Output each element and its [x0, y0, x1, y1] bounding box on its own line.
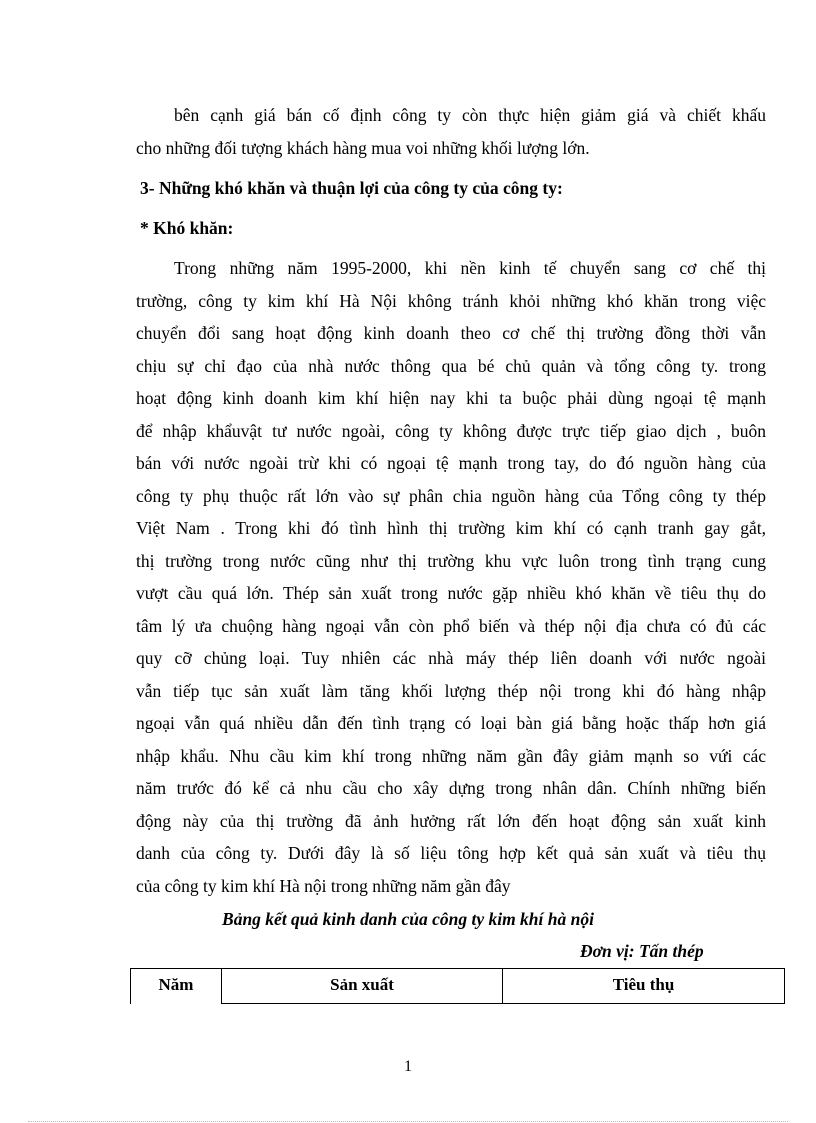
paragraph-difficulties: [136, 252, 766, 902]
page-number: 1: [404, 1058, 412, 1075]
text-line: Trong những năm 1995-2000, khi nền kinh tế chuyển sang cơ chế thị: [174, 258, 766, 278]
text-line: danh của công ty. Dưới đây là số liệu tông hợp kết quả sản xuất và tiêu thụ: [136, 843, 766, 863]
text-line: bán với nước ngoài trừ khi có ngoại tệ mạnh trong tay, do đó nguồn hàng của: [136, 453, 766, 473]
text-line: bên cạnh giá bán cố định công ty còn thực hiện giảm giá và chiết khấu: [174, 105, 766, 125]
text-line: trường, công ty kim khí Hà Nội không tránh khỏi những khó khăn trong việc: [136, 290, 766, 311]
text-line: chịu sự chỉ đạo của nhà nước thông qua bé chủ quản và tổng công ty. trong: [136, 355, 766, 376]
text-line: ngoại vẫn quá nhiều dẫn đến tình trạng có loại bàn giá bằng hoặc thấp hơn giá: [136, 713, 766, 733]
subheading: * Khó khăn:: [140, 218, 234, 238]
text-line: quy cỡ chủng loại. Tuy nhiên các nhà máy thép liên doanh với nước ngoài: [136, 648, 766, 668]
text-line: nhập khẩu. Nhu cầu kim khí trong những năm gần đây giảm mạnh so vứi các: [136, 745, 766, 766]
table-header-row: [131, 969, 785, 1004]
text-line: tâm lý ưa chuộng hàng ngoại vẫn còn phổ biến và thép nội địa chưa có đủ các: [136, 615, 766, 636]
results-table: [130, 968, 785, 1004]
text-line: để nhập khẩuvật tư nước ngoài, công ty không được trực tiếp giao dịch , buôn: [136, 420, 766, 441]
text-line: vượt cầu quá lớn. Thép sản xuất trong nước gặp nhiều khó khăn về tiêu thụ do: [136, 583, 766, 603]
text-line: cho những đối tượng khách hàng mua voi những khối lượng lớn.: [136, 137, 590, 158]
text-line: của công ty kim khí Hà nội trong những năm gần đây: [136, 875, 511, 896]
text-line: động này của thị trường đã ảnh hưởng rất lớn đến hoạt động sản xuất kinh: [136, 810, 766, 831]
header-year: Năm: [131, 969, 222, 1004]
header-production: Sản xuất: [222, 969, 503, 1004]
page-bottom-divider: [28, 1121, 788, 1122]
header-consumption: Tiêu thụ: [503, 969, 785, 1004]
text-line: hoạt động kinh doanh kim khí hiện nay khi ta buộc phải dùng ngoại tệ mạnh: [136, 388, 766, 408]
table-title: Bảng kết quả kinh danh của công ty kim khí hà nội: [222, 909, 594, 929]
text-line: công ty phụ thuộc rất lớn vào sự phân chia nguồn hàng của Tổng công ty thép: [136, 485, 766, 506]
text-line: thị trường trong nước cũng như thị trường khu vực luôn trong tình trạng cung: [136, 550, 766, 571]
text-line: chuyển đổi sang hoạt động kinh doanh theo cơ chế thị trường đồng thời vẫn: [136, 323, 766, 343]
text-line: vẫn tiếp tục sản xuất làm tăng khối lượng thép nội trong khi đó hàng nhập: [136, 680, 766, 701]
text-line: năm trước đó kể cả nhu cầu cho xây dựng trong nhân dân. Chính những biến: [136, 778, 766, 798]
table-unit: Đơn vị: Tấn thép: [580, 941, 704, 961]
section-heading: 3- Những khó khăn và thuận lợi của công ty của công ty:: [140, 178, 563, 198]
paragraph-continuation: [136, 99, 766, 164]
text-line: Việt Nam . Trong khi đó tình hình thị trường kim khí có cạnh tranh gay gắt,: [136, 518, 766, 538]
